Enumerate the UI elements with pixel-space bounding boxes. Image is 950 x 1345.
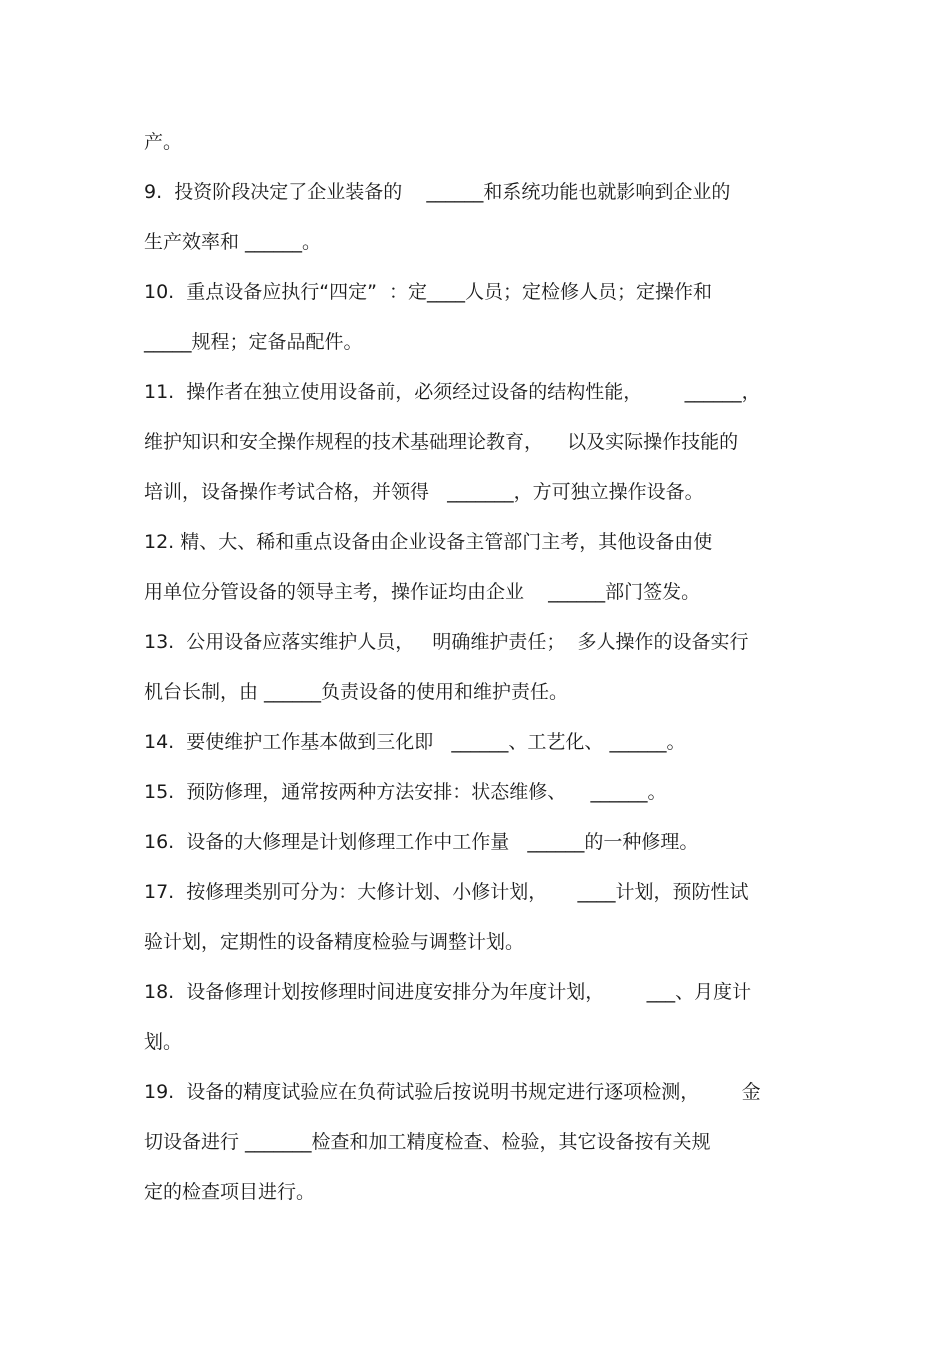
text-line: 生产效率和 ______。 xyxy=(144,231,322,253)
text-line: 19. 设备的精度试验应在负荷试验后按说明书规定进行逐项检测， 金 xyxy=(144,1081,761,1103)
text-line: 16. 设备的大修理是计划修理工作中工作量 ______的一种修理。 xyxy=(144,831,699,853)
text-line: 11. 操作者在独立使用设备前，必须经过设备的结构性能， ______， xyxy=(144,381,761,403)
text-line: 产。 xyxy=(144,131,183,153)
text-line: 12. 精、大、稀和重点设备由企业设备主管部门主考，其他设备由使 xyxy=(144,531,713,553)
text-line: 15. 预防修理，通常按两种方法安排：状态维修、 ______。 xyxy=(144,781,667,803)
text-line: 10. 重点设备应执行“四定” ：定____人员；定检修人员；定操作和 xyxy=(144,281,713,303)
text-line: 用单位分管设备的领导主考，操作证均由企业 ______部门签发。 xyxy=(144,581,701,603)
text-line: 14. 要使维护工作基本做到三化即 ______、工艺化、 ______。 xyxy=(144,731,686,753)
text-line: 培训，设备操作考试合格，并领得 _______，方可独立操作设备。 xyxy=(144,481,704,503)
text-line: 机台长制，由 ______负责设备的使用和维护责任。 xyxy=(144,681,569,703)
text-line: 划。 xyxy=(144,1031,183,1053)
text-line: _____规程；定备品配件。 xyxy=(144,331,363,353)
text-line: 切设备进行 _______检查和加工精度检查、检验，其它设备按有关规 xyxy=(144,1131,711,1153)
text-line: 18. 设备修理计划按修理时间进度安排分为年度计划， ___、月度计 xyxy=(144,981,752,1003)
text-line: 13. 公用设备应落实维护人员， 明确维护责任； 多人操作的设备实行 xyxy=(144,631,749,653)
text-line: 验计划，定期性的设备精度检验与调整计划。 xyxy=(144,931,525,953)
text-line: 维护知识和安全操作规程的技术基础理论教育， 以及实际操作技能的 xyxy=(144,431,739,453)
text-line: 9. 投资阶段决定了企业装备的 ______和系统功能也就影响到企业的 xyxy=(144,181,731,203)
text-line: 17. 按修理类别可分为：大修计划、小修计划， ____计划，预防性试 xyxy=(144,881,749,903)
text-line: 定的检查项目进行。 xyxy=(144,1181,316,1203)
